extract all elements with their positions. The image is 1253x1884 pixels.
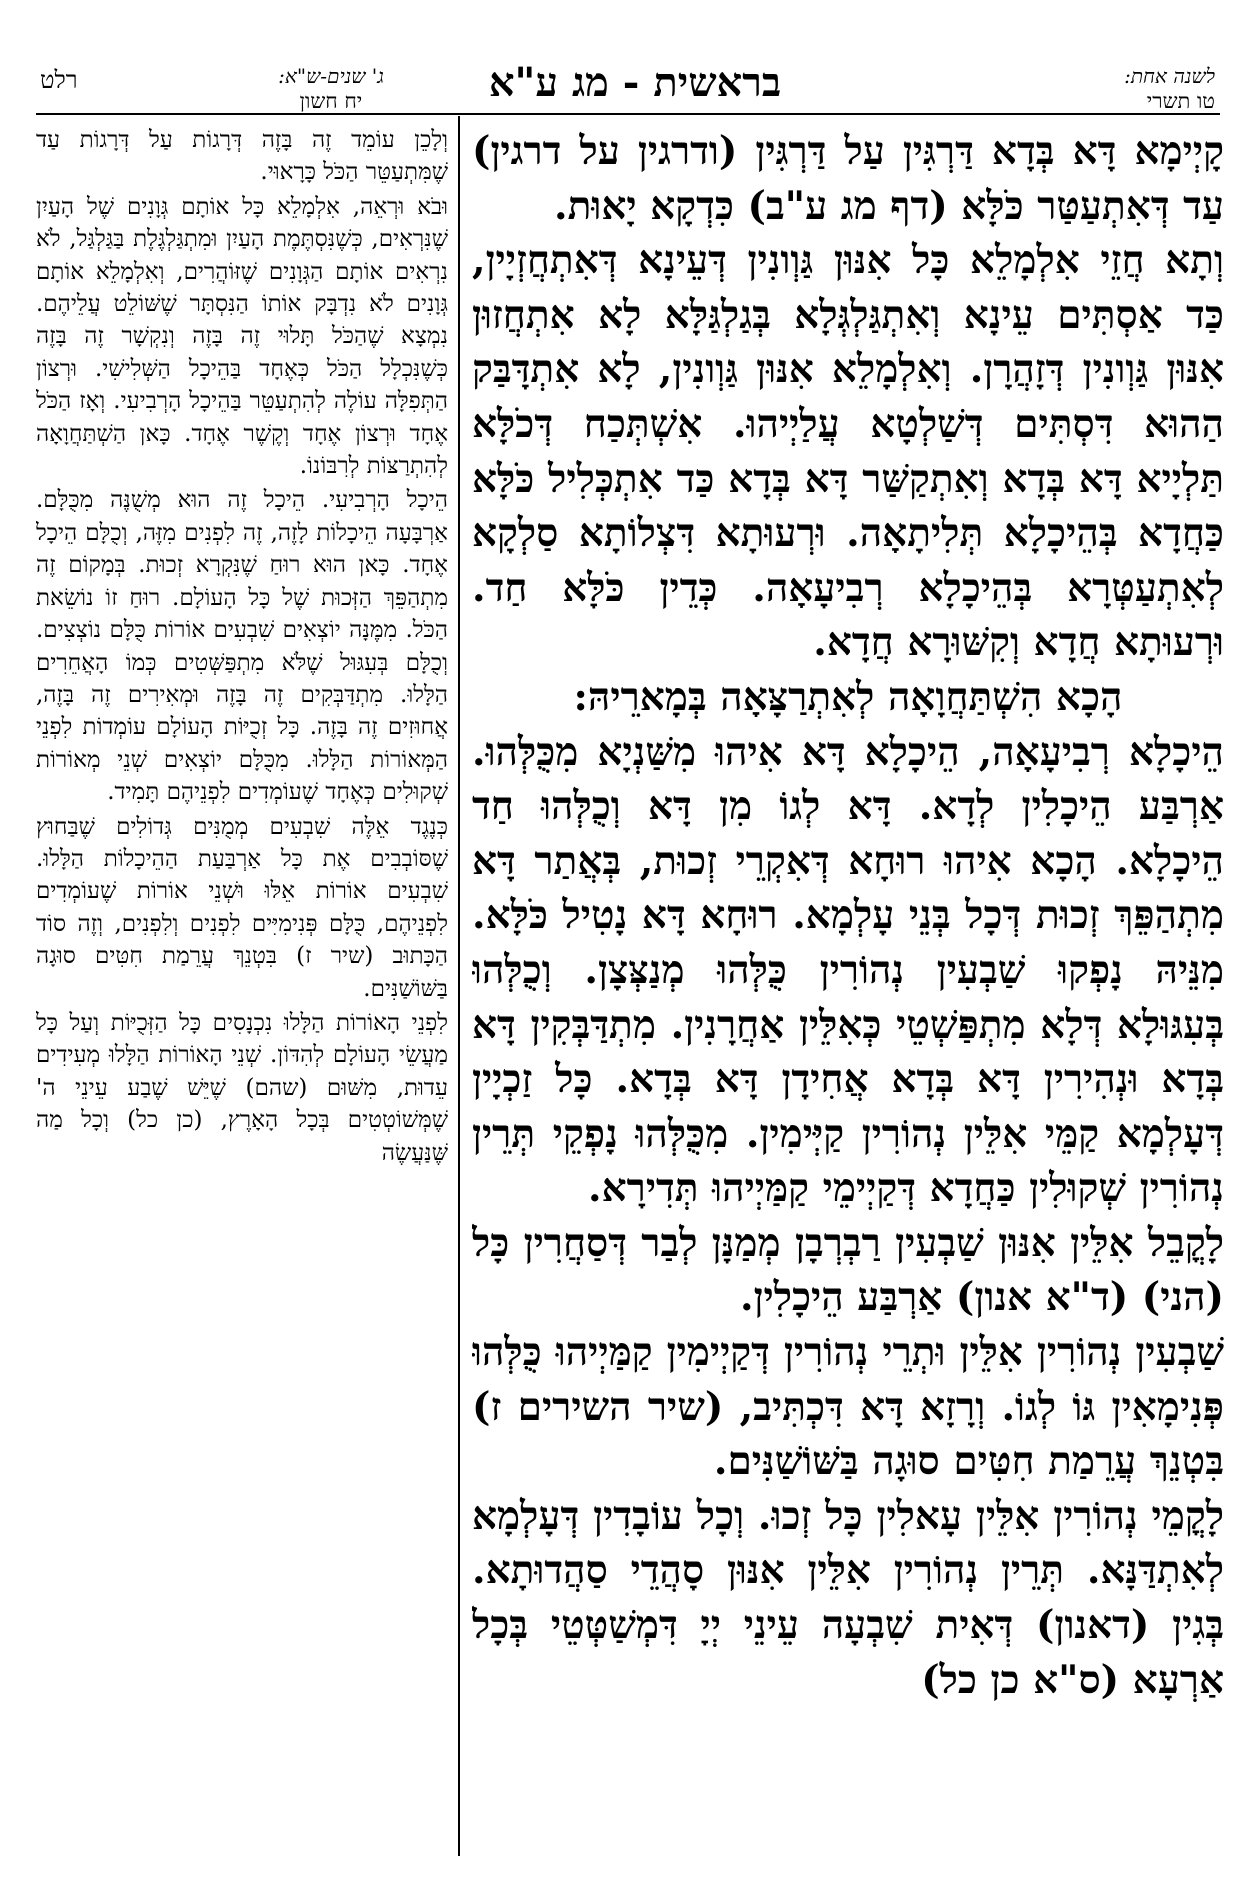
aramaic-paragraph: וְתָא חֲזֵי אִלְמָלֵא כָּל אִנּוּן גַּוְונִין דְּעֵינָא דְּאִתְחֲזְיָין, כַּד אַסְתִּים עֵינָא וְאִתְגַּלְגְּלָא בְּגַלְגַּלָּא לָא אִתְחֲזוּן אִנּוּן גַּוְונִין דְּזָהֲרָן. וְאִלְמָלֵא אִנּוּן גַּוְונִין, לָא אִתְדָּבַּק הַהוּא דִּסְתִּים דְּשַׁלְטָא עֲלַיְיהוּ. אִשְׁתְּכַח דְּכֹלָּא תַּלְיָיא דָּא בְּדָא וְאִתְקַשַּׁר דָּא בְּדָא כַּד אִתְכְּלִיל כֹּלָּא כַּחֲדָא בְּהֵיכָלָא תְּלִיתָאָה. וּרְעוּתָא דִּצְלוֹתָא סַלְקָא לְאִתְעַטְּרָא בְּהֵיכָלָא רְבִיעָאָה. כְּדֵין כֹּלָּא חַד. וּרְעוּתָא חֲדָא וְקִשּׁוּרָא חֲדָא. (472, 237, 1224, 666)
aramaic-section-heading: הָכָא הִשְׁתַּחֲוָאָה לְאִתְרַצָּאָה בְּמָארֵיהּ: (573, 673, 1123, 720)
aramaic-paragraph: קָיְימָא דָּא בְּדָא דַּרְגִּין עַל דַּרְגִּין (ודרגין על דרגין) עַד דְּאִתְעַטַּר כֹּלָּא (דף מג ע"ב) כִּדְקָא יָאוּת. (472, 128, 1224, 229)
aramaic-paragraph: לָקֳמֵי נְהוֹרִין אִלֵּין עָאלִין כָּל זְכוּ. וְכָל עוֹבָדִין דְּעָלְמָא לְאִתְדַּנָּא. תְּרֵין נְהוֹרִין אִלֵּין אִנּוּן סָהֲדֵי סַהֲדוּתָא. בְּגִין (דאנון) דְּאִית שִׁבְעָה עֵינֵי יְיָ דִּמְשַׁטְּטֵי בְּכָל אַרְעָא (ס"א כן כל) (472, 1492, 1224, 1703)
aramaic-paragraph: שַׁבְעִין נְהוֹרִין אִלֵּין וּתְרֵי נְהוֹרִין דְּקַיְימִין קַמַּיְיהוּ כֻּלְּהוּ פְּנִימָאִין גּוֹ לְגוֹ. וְרָזָא דָּא דִּכְתִּיב, (שיר השירים ז) בִּטְנֵךְ עֲרֵמַת חִטִּים סוּגָה בַּשּׁוֹשַׁנִּים. (472, 1329, 1224, 1485)
header-rule (36, 113, 1220, 115)
schedule-one-year-label: לשנה אחת: (1124, 64, 1215, 88)
hebrew-paragraph: לִפְנֵי הָאוֹרוֹת הַלָּלוּ נִכְנָסִים כָּל הַזְּכֻיּוֹת וְעַל כָּל מַעֲשֵׂי הָעוֹלָם לְהִדּוֹן. שְׁנֵי הָאוֹרוֹת הַלָּלוּ מְעִידִים עֵדוּת, מִשּׁוּם (שהם) שֶׁיֵּשׁ שֶׁבַע עֵינֵי ה' שֶׁמְּשׁוֹטְטִים בְּכָל הָאָרֶץ, (כן כל) וְכָל מַה שֶּׁנַּעֲשֶׂה (36, 1009, 448, 1166)
page-number: רלט (40, 66, 78, 94)
hebrew-translation-column (36, 124, 448, 1864)
schedule-one-year (985, 64, 1215, 114)
aramaic-text-column (472, 124, 1224, 1864)
aramaic-paragraph: הֵיכָלָא רְבִיעָאָה, הֵיכָלָא דָּא אִיהוּ מִשַּׁנְיָא מִכֻּלְּהוּ. אַרְבַּע הֵיכָלִין לְדָא. דָּא לְגוֹ מִן דָּא וְכֻלְּהוּ חַד הֵיכָלָא. הָכָא אִיהוּ רוּחָא דְּאִקְרֵי זְכוּת, בְּאֲתַר דָּא מִתְהַפֵּךְ זְכוּת דְּכָל בְּנֵי עָלְמָא. רוּחָא דָּא נָטִיל כֹּלָּא. מִנֵּיהּ נָפְקוּ שַׁבְעִין נְהוֹרִין כֻּלְּהוּ מְנַצְּצָן. וְכֻלְּהוּ בְּעִגּוּלָא דְּלָא מִתְפַּשְׁטֵי כְּאִלֵּין אַחֲרָנִין. מִתְדַּבְּקִין דָּא בְּדָא וּנְהִירִין דָּא בְּדָא אֲחִידָן דָּא בְּדָא. כָּל זַכְיָין דְּעָלְמָא קַמֵּי אִלֵּין נְהוֹרִין קַיְּימִין. מִכֻּלְּהוּ נָפְקֵי תְּרֵין נְהוֹרִין שְׁקוּלִין כַּחֲדָא דְּקַיְימֵי קַמַּיְיהוּ תְּדִירָא. (472, 728, 1224, 1212)
column-divider (458, 116, 460, 1856)
hebrew-paragraph: כְּנֶגֶד אֵלֶּה שִׁבְעִים מְמֻנִּים גְּדוֹלִים שֶׁבַּחוּץ שֶׁסּוֹבְבִים אֶת כָּל אַרְבַּעַת הַהֵיכָלוֹת הַלָּלוּ. שִׁבְעִים אוֹרוֹת אֵלּוּ וּשְׁנֵי אוֹרוֹת שֶׁעוֹמְדִים לִפְנֵיהֶם, כֻּלָּם פְּנִימִיִּים לִפְנִים וְלִפְנִים, וְזֶה סוֹד הַכָּתוּב (שיר ז) בִּטְנֵךְ עֲרֵמַת חִטִּים סוּגָה בַּשּׁוֹשַׁנִּים. (36, 813, 448, 1002)
schedule-three-years (215, 64, 447, 114)
schedule-three-years-label: ג' שנים-ש"א: (278, 64, 384, 88)
hebrew-paragraph: וּבֹא וּרְאֵה, אִלְמָלֵא כָּל אוֹתָם גְּוָנִים שֶׁל הָעַיִן שֶׁנִּרְאִים, כְּשֶׁנִּסְתֶּמֶת הָעַיִן וּמִתְגַּלְגֶּלֶת בַּגַּלְגַּל, לֹא נִרְאִים אוֹתָם הַגְּוָנִים שֶׁזּוֹהֲרִים, וְאִלְמָלֵא אוֹתָם גְּוָנִים לֹא נִדְבָּק אוֹתוֹ הַנִּסְתָּר שֶׁשּׁוֹלֵט עֲלֵיהֶם. נִמְצָא שֶׁהַכֹּל תָּלוּי זֶה בָּזֶה וְנִקְשָׁר זֶה בָּזֶה כְּשֶׁנִּכְלָל הַכֹּל כְּאֶחָד בַּהֵיכָל הַשְּׁלִישִׁי. וּרְצוֹן הַתְּפִלָּה עוֹלֶה לְהִתְעַטֵּר בַּהֵיכָל הָרְבִיעִי. וְאָז הַכֹּל אֶחָד וּרְצוֹן אֶחָד וְקֶשֶׁר אֶחָד. כָּאן הַשְׁתַּחֲוָאָה לְהִתְרַצּוֹת לְרִבּוֹנוֹ. (36, 193, 448, 480)
page-title: בראשית - מג ע"א (488, 59, 782, 106)
schedule-one-year-date: טו תשרי (1146, 89, 1215, 113)
aramaic-paragraph: לָקֳבֵל אִלֵּין אִנּוּן שַׁבְעִין רַבְרְבָן מְמַנָּן לְבַר דְּסַחֲרִין כָּל (הני) (ד"א אנון) אַרְבַּע הֵיכָלִין. (472, 1219, 1224, 1321)
hebrew-paragraph: הֵיכָל הָרְבִיעִי. הֵיכָל זֶה הוּא מְשֻׁנֶּה מִכֻּלָּם. אַרְבָּעָה הֵיכָלוֹת לָזֶה, זֶה לִפְנִים מִזֶּה, וְכֻלָּם הֵיכָל אֶחָד. כָּאן הוּא רוּחַ שֶׁנִּקְרָא זְכוּת. בְּמָקוֹם זֶה מִתְהַפֵּךְ הַזְּכוּת שֶׁל כָּל הָעוֹלָם. רוּחַ זוֹ נוֹשֵׂאת הַכֹּל. מִמֶּנָּה יוֹצְאִים שִׁבְעִים אוֹרוֹת כֻּלָּם נוֹצְצִים. וְכֻלָּם בְּעִגּוּל שֶׁלֹּא מִתְפַּשְּׁטִים כְּמוֹ הָאֲחֵרִים הַלָּלוּ. מִתְדַּבְּקִים זֶה בָּזֶה וּמְאִירִים זֶה בָּזֶה, אֲחוּזִים זֶה בָּזֶה. כָּל זְכֻיּוֹת הָעוֹלָם עוֹמְדוֹת לִפְנֵי הַמְּאוֹרוֹת הַלָּלוּ. מִכֻּלָּם יוֹצְאִים שְׁנֵי מְאוֹרוֹת שְׁקוּלִים כְּאֶחָד שֶׁעוֹמְדִים לִפְנֵיהֶם תָּמִיד. (36, 487, 448, 806)
hebrew-paragraph: וְלָכֵן עוֹמֵד זֶה בָּזֶה דְּרָגוֹת עַל דְּרָגוֹת עַד שֶׁמִּתְעַטֵּר הַכֹּל כָּרָאוּי. (36, 127, 448, 186)
schedule-three-years-date: יח חשון (299, 89, 363, 113)
